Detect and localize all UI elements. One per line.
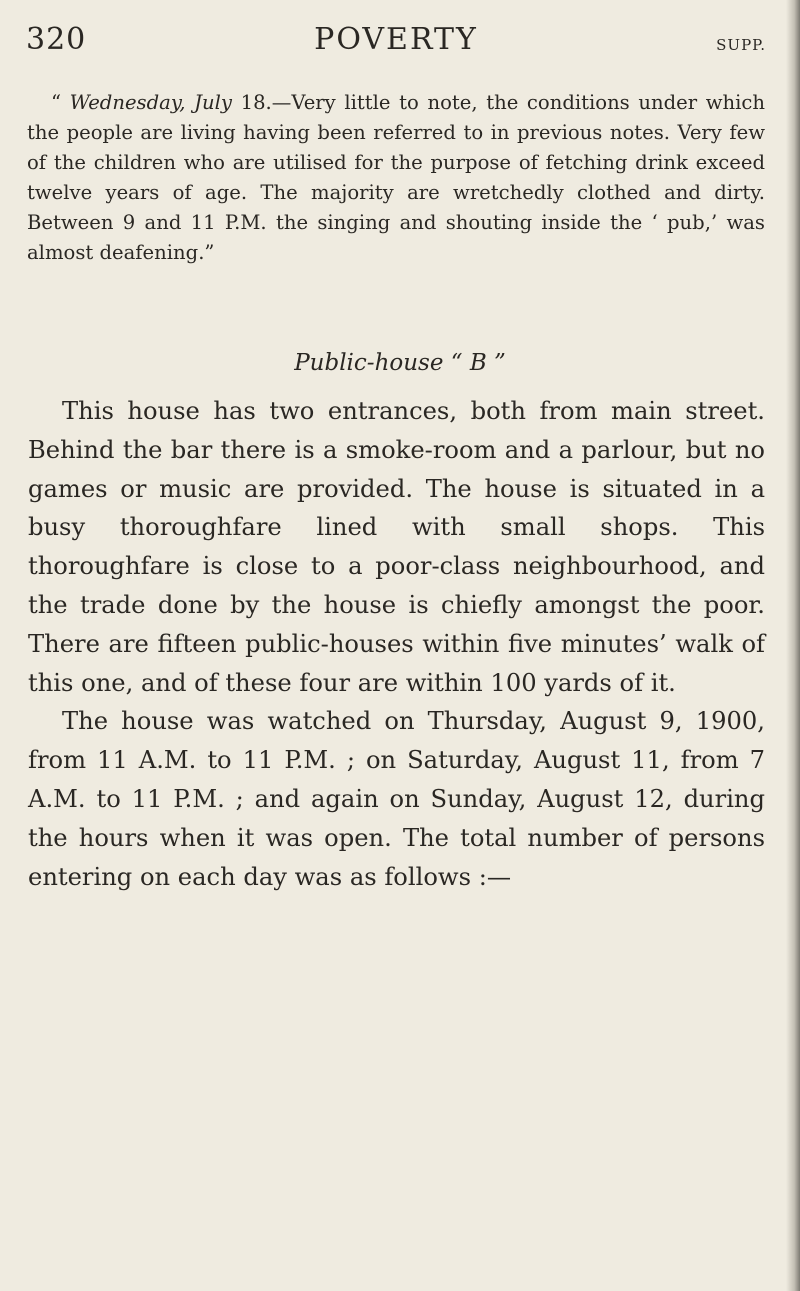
paragraph-observation: The house was watched on Thursday, August 9, 1900, from 11 A.M. to 11 P.M. ; on Saturday, August 11, from 7 A.M. to 11 P.M. ; and again on Sunday, August 12, during the hours when it was open. The total number of persons entering on each day was as follows :— <box>28 707 765 891</box>
quoted-note-date: Wednesday, July <box>69 91 232 114</box>
quoted-note-paragraph: “ Wednesday, July 18.—Very little to note, the conditions under which the people are living having been referred to in previous notes. Very few of the children who are utilised for the purpose of fetching drink exceed twelve years of age. The majority are wretchedly clothed and dirty. Between 9 and 11 P.M. the singing and shouting inside the ‘ pub,’ was almost deafening.” <box>27 91 765 264</box>
page-header <box>26 22 766 62</box>
paragraph-description: This house has two entrances, both from main street. Behind the bar there is a smoke-room and a parlour, but no games or music are provided. The house is situated in a busy thoroughfare lined with small shops. This thoroughfare is close to a poor-class neighbourhood, and the trade done by the house is chiefly amongst the poor. There are fifteen public-houses within five minutes’ walk of this one, and of these four are within 100 yards of it. <box>28 397 765 697</box>
body-text <box>28 392 765 896</box>
section-heading: Public-house “ B ” <box>294 350 506 376</box>
running-title: POVERTY <box>314 22 478 57</box>
page-number: 320 <box>26 22 87 57</box>
page-edge-shadow <box>786 0 800 1291</box>
supplement-mark: SUPP. <box>716 36 766 54</box>
quoted-note <box>27 88 765 268</box>
